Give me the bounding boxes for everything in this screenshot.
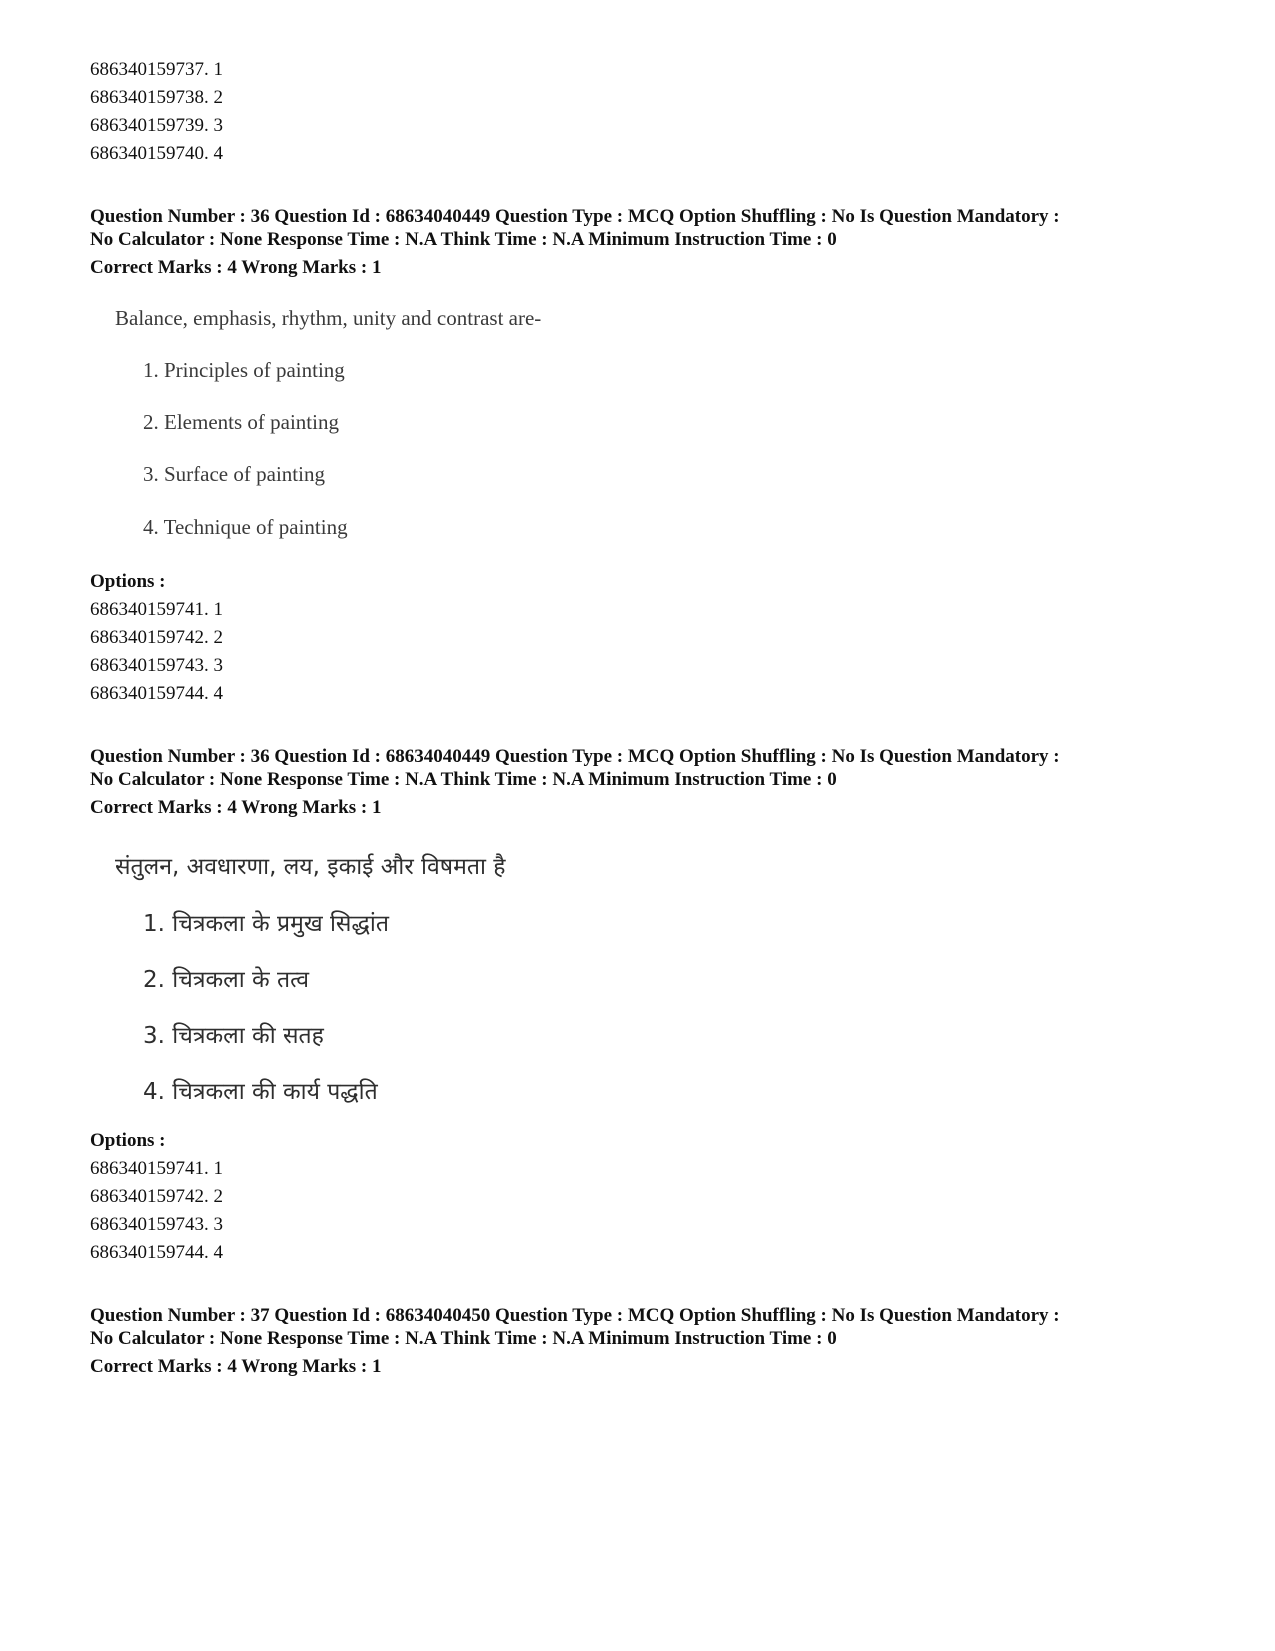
answer-choice: 3. Surface of painting — [143, 462, 325, 486]
question-header: Question Number : 36 Question Id : 68634040449 Question Type : MCQ Option Shuffling : No Is Question Mandatory : — [90, 746, 1060, 767]
question-text: संतुलन, अवधारणा, लय, इकाई और विषमता है — [115, 854, 506, 880]
option-line: 686340159742. 2 — [90, 627, 223, 648]
question-marks: Correct Marks : 4 Wrong Marks : 1 — [90, 257, 382, 278]
question-text: Balance, emphasis, rhythm, unity and contrast are- — [115, 306, 542, 330]
option-line: 686340159741. 1 — [90, 599, 223, 620]
answer-choice: 4. चित्रकला की कार्य पद्धति — [143, 1079, 378, 1105]
option-line: 686340159742. 2 — [90, 1186, 223, 1207]
question-header: No Calculator : None Response Time : N.A Think Time : N.A Minimum Instruction Time : 0 — [90, 229, 837, 250]
option-line: 686340159743. 3 — [90, 1214, 223, 1235]
option-line: 686340159741. 1 — [90, 1158, 223, 1179]
option-line: 686340159740. 4 — [90, 143, 223, 164]
option-line: 686340159737. 1 — [90, 59, 223, 80]
answer-choice: 3. चित्रकला की सतह — [143, 1023, 324, 1049]
option-line: 686340159738. 2 — [90, 87, 223, 108]
answer-choice: 4. Technique of painting — [143, 515, 348, 539]
option-line: 686340159743. 3 — [90, 655, 223, 676]
answer-choice: 2. चित्रकला के तत्व — [143, 967, 310, 993]
answer-choice: 1. Principles of painting — [143, 358, 345, 382]
answer-choice: 1. चित्रकला के प्रमुख सिद्धांत — [143, 911, 389, 937]
options-label: Options : — [90, 571, 166, 592]
option-line: 686340159739. 3 — [90, 115, 223, 136]
question-header: No Calculator : None Response Time : N.A Think Time : N.A Minimum Instruction Time : 0 — [90, 769, 837, 790]
question-header: Question Number : 37 Question Id : 68634040450 Question Type : MCQ Option Shuffling : No Is Question Mandatory : — [90, 1305, 1060, 1326]
question-marks: Correct Marks : 4 Wrong Marks : 1 — [90, 797, 382, 818]
options-label: Options : — [90, 1130, 166, 1151]
option-line: 686340159744. 4 — [90, 1242, 223, 1263]
question-header: Question Number : 36 Question Id : 68634040449 Question Type : MCQ Option Shuffling : No Is Question Mandatory : — [90, 206, 1060, 227]
option-line: 686340159744. 4 — [90, 683, 223, 704]
question-marks: Correct Marks : 4 Wrong Marks : 1 — [90, 1356, 382, 1377]
question-header: No Calculator : None Response Time : N.A Think Time : N.A Minimum Instruction Time : 0 — [90, 1328, 837, 1349]
answer-choice: 2. Elements of painting — [143, 410, 339, 434]
